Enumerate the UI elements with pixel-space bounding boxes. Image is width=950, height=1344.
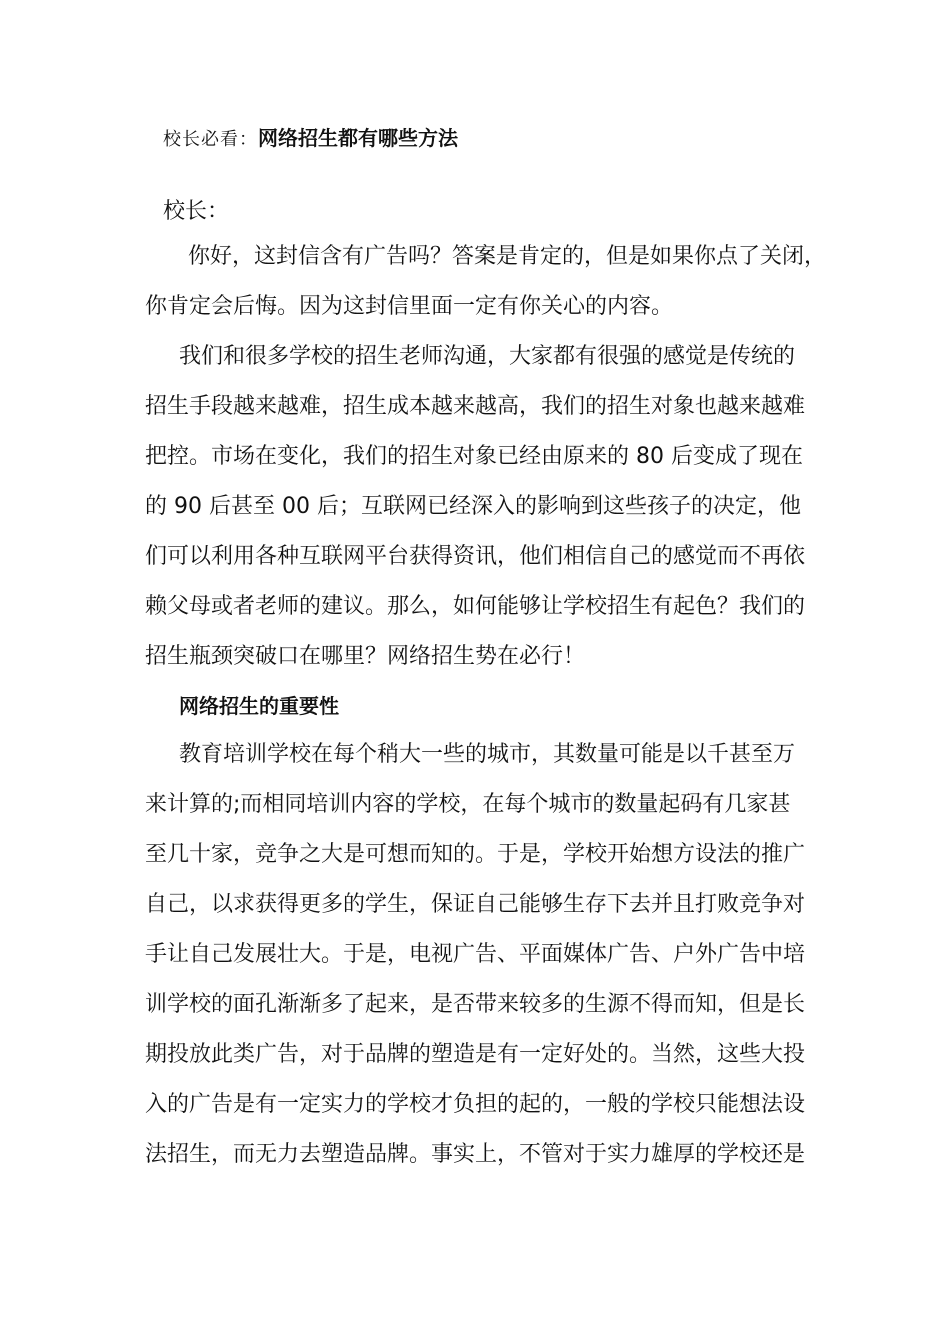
paragraph-greeting <box>145 232 827 332</box>
document-title <box>163 122 458 151</box>
paragraph-line: 教育培训学校在每个稍大一些的城市，其数量可能是以千甚至万 <box>179 742 796 767</box>
paragraph-line: 法招生，而无力去塑造品牌。事实上，不管对于实力雄厚的学校还是 <box>145 1142 806 1167</box>
salutation: 校长： <box>163 199 230 224</box>
paragraph-line: 我们和很多学校的招生老师沟通，大家都有很强的感觉是传统的 <box>179 344 796 369</box>
paragraph-line: 赖父母或者老师的建议。那么，如何能够让学校招生有起色？我们的 <box>145 594 806 619</box>
paragraph-line: 来计算的;而相同培训内容的学校，在每个城市的数量起码有几家甚 <box>145 792 791 817</box>
paragraph-line: 招生瓶颈突破口在哪里？网络招生势在必行！ <box>145 644 586 669</box>
title-main: 网络招生都有哪些方法 <box>258 126 458 150</box>
paragraph-line: 招生手段越来越难，招生成本越来越高，我们的招生对象也越来越难 <box>145 394 806 419</box>
paragraph-line: 手让自己发展壮大。于是，电视广告、平面媒体广告、户外广告中培 <box>145 942 806 967</box>
paragraph-line: 你好，这封信含有广告吗？答案是肯定的，但是如果你点了关闭， <box>188 244 827 269</box>
title-prefix: 校长必看： <box>163 129 258 150</box>
paragraph-line: 入的广告是有一定实力的学校才负担的起的，一般的学校只能想法设 <box>145 1092 806 1117</box>
paragraph-line: 期投放此类广告，对于品牌的塑造是有一定好处的。当然，这些大投 <box>145 1042 806 1067</box>
paragraph-line: 的 90 后甚至 00 后；互联网已经深入的影响到这些孩子的决定，他 <box>145 494 801 519</box>
paragraph-line: 把控。市场在变化，我们的招生对象已经由原来的 80 后变成了现在 <box>145 444 803 469</box>
section-heading: 网络招生的重要性 <box>179 694 339 718</box>
paragraph-line: 训学校的面孔渐渐多了起来，是否带来较多的生源不得而知，但是长 <box>145 992 806 1017</box>
paragraph-line: 至几十家，竞争之大是可想而知的。于是，学校开始想方设法的推广 <box>145 842 806 867</box>
paragraph-intro <box>145 332 810 682</box>
paragraph-importance <box>145 730 810 1180</box>
paragraph-line: 们可以利用各种互联网平台获得资讯，他们相信自己的感觉而不再依 <box>145 544 806 569</box>
paragraph-line: 你肯定会后悔。因为这封信里面一定有你关心的内容。 <box>145 294 674 319</box>
paragraph-line: 自己，以求获得更多的学生，保证自己能够生存下去并且打败竞争对 <box>145 892 806 917</box>
